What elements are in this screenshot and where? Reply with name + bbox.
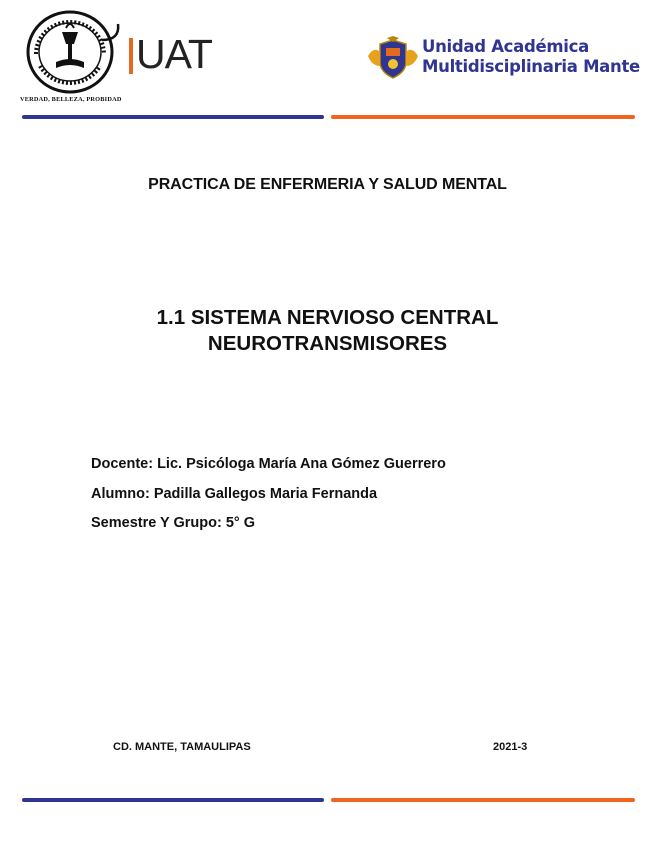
seal-motto: VERDAD, BELLEZA, PROBIDAD: [20, 96, 122, 103]
uat-accent-bar: [129, 38, 133, 74]
footer-rule-blue: [22, 798, 324, 802]
topic-line1: 1.1 SISTEMA NERVIOSO CENTRAL: [156, 306, 499, 329]
course-title: PRACTICA DE ENFERMERIA Y SALUD MENTAL: [148, 176, 507, 193]
teacher-line: Docente: Lic. Psicóloga María Ana Gómez Guerrero: [91, 456, 446, 472]
topic-line2: NEUROTRANSMISORES: [207, 332, 448, 355]
topic-title: [0, 305, 655, 357]
header-rule-orange: [331, 115, 635, 119]
header-rule-blue: [22, 115, 324, 119]
footer-period: 2021-3: [493, 741, 528, 753]
student-line: Alumno: Padilla Gallegos Maria Fernanda: [91, 486, 378, 502]
unit-name-line1: Unidad Académica: [422, 37, 589, 56]
unit-name-line2: Multidisciplinaria Mante: [422, 57, 640, 76]
university-seal-logo: [22, 10, 126, 94]
uat-wordmark: UAT: [136, 31, 212, 77]
footer-location: CD. MANTE, TAMAULIPAS: [113, 741, 251, 753]
group-line: Semestre Y Grupo: 5° G: [91, 515, 256, 531]
footer-rule-orange: [331, 798, 635, 802]
unit-crest-logo: [366, 36, 420, 80]
